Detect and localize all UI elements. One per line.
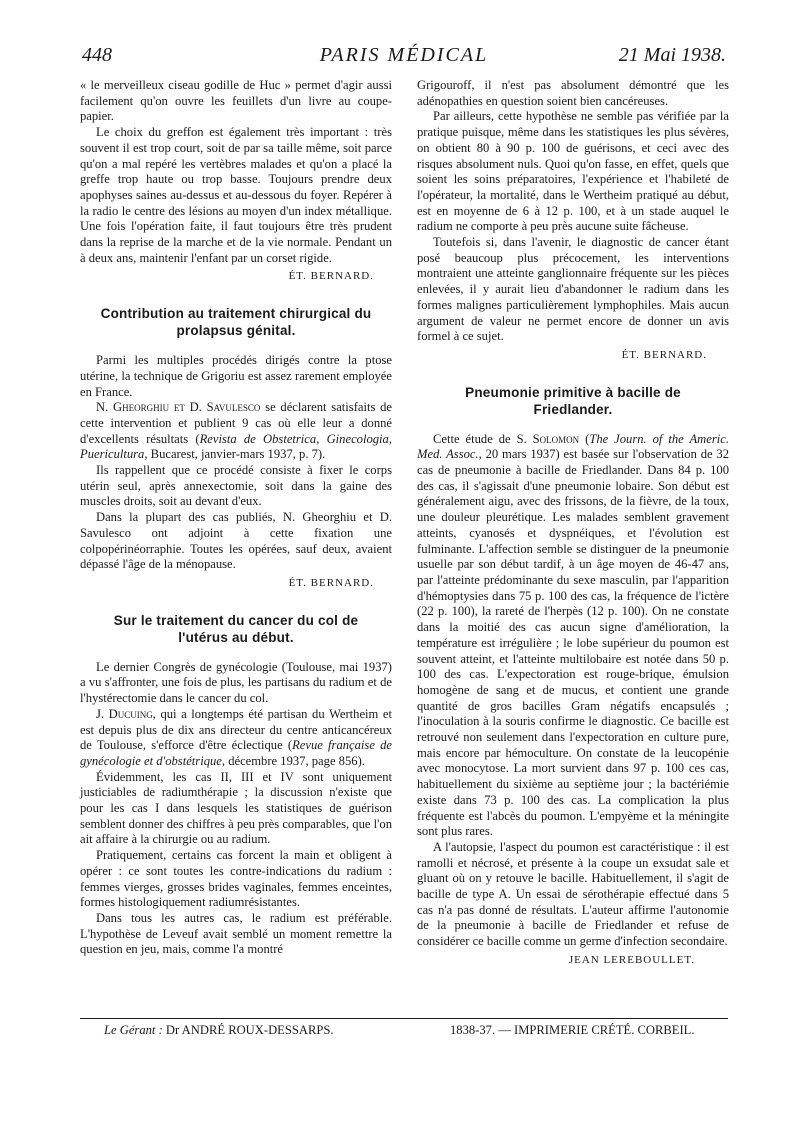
signature: ÉT. BERNARD.: [621, 348, 707, 361]
journal-reference: Revista de Obstetrica, Ginecologia, Puericultura,: [80, 431, 392, 462]
journal-title: PARIS MÉDICAL: [319, 44, 489, 66]
signature: JEAN LEREBOULLET.: [568, 953, 695, 966]
paragraph: Toutefois si, dans l'avenir, le diagnostic de cancer étant posé beaucoup plus précocement, les interventions montraient une atteinte ganglionnaire fréquente sur les pièces enlevées, il y aurait lieu d'abandonner le radium dans les formes malignes particulièrement lymphophiles. Mais aucun argument de valeur ne permet encore de donner un avis formel à ce sujet.: [417, 235, 729, 344]
footer-printer: 1838-37. — IMPRIMERIE CRÉTÉ. CORBEIL.: [450, 1023, 695, 1037]
paragraph: J. Ducuing, qui a longtemps été partisan du Wertheim et est depuis plus de dix ans directeur du centre anticancéreux de Toulouse, s'efforce d'être éclectique (Revue française de gynécologie et d'obstétrique, décembre 1937, page 856).: [80, 706, 392, 768]
author-names: N. Gheorghiu et D. Savulesco: [96, 400, 261, 415]
journal-reference: Revue française de gynécologie et d'obstétrique: [80, 738, 392, 768]
paragraph: Dans la plupart des cas publiés, N. Gheorghiu et D. Savulesco ont adjoint à cette fixation une colpopérinéorraphie. Toutes les opérées, sauf deux, avaient dépassé l'âge de la ménopause.: [80, 510, 392, 572]
right-column: [417, 78, 729, 969]
issue-date: 21 Mai 1938.: [618, 44, 726, 66]
footer-manager: Le Gérant : Dr ANDRÉ ROUX-DESSARPS.: [104, 1023, 334, 1037]
journal-reference: The Journ. of the Americ. Med. Assoc.: [417, 431, 729, 462]
article-title: Pneumonie primitive à bacille de Friedlander.: [465, 384, 681, 417]
paragraph: Par ailleurs, cette hypothèse ne semble pas vérifiée par la pratique puisque, même dans les statistiques les plus sévères, on obtient 80 à 90 p. 100 de guérisons, et ceci avec des risques absolument nuls. Quoi qu'on fasse, en effet, quels que soient les soins préparatoires, l'expérience et l'habileté de l'opérateur, la mortalité, dans le Wertheim pratiqué au début, est en moyenne de 6 à 12 p. 100, et à un stade auquel le radium ne comporte à peu près aucune suite fâcheuse.: [417, 109, 729, 234]
paragraph: Grigouroff, il n'est pas absolument démontré que les adénopathies en question soient bien cancéreuses.: [417, 78, 729, 108]
paragraph: Cette étude de S. Solomon (The Journ. of the Americ. Med. Assoc., 20 mars 1937) est basée sur l'observation de 32 cas de pneumonie à bacille de Friedlander. Dans 84 p. 100 des cas, il s'agissait d'une pneumonie lobaire. Son début est généralement aigu, avec des frissons, de la fièvre, de la toux, une douleur pleurétique. Les malades semblent gravement atteints, cyanosés et dyspnéiques, et l'évolution est fulminante. L'affection semble se distinguer de la pneumonie usuelle par son début tardif, à un âge moyen de 46-47 ans, par l'atteinte prédominante du sexe masculin, par l'apparition d'hémoptysies dans 75 p. 100 des cas, la fréquence de l'ictère (22 p. 100), la rareté de l'herpès (12 p. 100). On ne constate dans la moitié des cas aucun signe d'amélioration, la température est irrégulière ; le lobe supérieur du poumon est souvent atteint, et l'atteinte multilobaire est notée dans 50 p. 100 des cas. L'expectoration est rouge-brique, émulsion homogène de sang et de mucus, et contient une grande quantité de gros bacilles Gram négatifs encapsulés ; l'inoculation à la souris confirme le diagnostic. Ce bacille est retrouvé non seulement dans l'expectoration en culture pure, mais encore par hémoculture. On constate de la leucopénie avec monocytose. La mort survient dans 97 p. 100 ces cas, habituellement du sixième au septième jour ; la bactériémie existe dans 73 p. 100 des cas. La complication la plus fréquente est l'abcès du poumon. L'empyème et la méningite sont plus rares.: [417, 431, 729, 839]
paragraph: « le merveilleux ciseau godille de Huc » permet d'agir aussi facilement qu'on ouvre les feuillets d'un livre au coupe-papier.: [80, 78, 392, 124]
left-column: [80, 78, 392, 958]
paragraph: N. Gheorghiu et D. Savulesco se déclarent satisfaits de cette intervention et publient 9 cas où elle leur a donné d'excellents résultats (Revista de Obstetrica, Ginecologia, Puericultura, Bucarest, janvier-mars 1937, p. 7).: [80, 400, 393, 462]
paragraph: Ils rappellent que ce procédé consiste à fixer le corps utérin seul, après annexectomie, soit dans la gaine des muscles droits, soit au devant d'eux.: [80, 463, 392, 509]
article-title: Sur le traitement du cancer du col de l'utérus au début.: [113, 612, 359, 645]
signature: ÉT. BERNARD.: [288, 576, 374, 589]
running-header: [82, 40, 726, 74]
paragraph: Dans tous les autres cas, le radium est préférable. L'hypothèse de Leveuf avait semblé un moment remettre la question en jeu, mais, comme l'a montré: [80, 910, 392, 957]
paragraph: Pratiquement, certains cas forcent la main et obligent à opérer : ce sont toutes les contre-indications du radium : femmes vierges, grosses brides vaginales, femmes enceintes, formes histologiquement radiumrésistantes.: [80, 848, 392, 910]
author-name: J. Ducuing: [96, 706, 153, 721]
signature: ÉT. BERNARD.: [288, 270, 374, 283]
paragraph: Évidemment, les cas II, III et IV sont uniquement justiciables de radiumthérapie ; la discussion n'existe que pour les cas I dans lesquels les statistiques de guérison semblent donner des chiffres à peu près comparables, que l'on ait affaire à la chirurgie ou au radium.: [80, 769, 392, 847]
footer-divider: [80, 1018, 728, 1019]
paragraph: A l'autopsie, l'aspect du poumon est caractéristique : il est ramolli et nécrosé, et présente à la coupe un exsudat sale et gluant où on y retouve le bacille. Habituellement, il s'agit de bacille de type A. Un essai de sérothérapie effectué dans 5 cas n'a pas donné de résultats. L'auteur affirme l'autonomie de la pneumonie à bacille de Friedlander et refuse de considérer ce bacille comme un germe d'infection secondaire.: [417, 839, 729, 949]
paragraph: Parmi les multiples procédés dirigés contre la ptose utérine, la technique de Grigoriu est assez rarement employée en France.: [80, 353, 392, 399]
author-name: S. Solomon: [516, 431, 580, 446]
paragraph: Le choix du greffon est également très important : très souvent il est trop court, soit de par sa taille même, soit parce qu'on a mal repéré les vertèbres malades et qu'on a placé la greffe trop haute ou trop basse. Toujours prendre deux apophyses saines au-dessus et au-dessous du foyer. Repérer à la radio le centre des lésions au moyen d'un index métallique. Une fois l'opération faite, il faut toujours être très prudent dans la reprise de la marche et de la vie normale. Pendant un à deux ans, maintenir l'enfant par un corset rigide.: [80, 125, 392, 265]
article-title: Contribution au traitement chirurgical du prolapsus génital.: [100, 306, 372, 339]
page-number: 448: [82, 44, 112, 66]
paragraph: Le dernier Congrès de gynécologie (Toulouse, mai 1937) a vu s'affronter, une fois de plus, les partisans du radium et de l'hystérectomie dans le cancer du col.: [80, 659, 392, 706]
